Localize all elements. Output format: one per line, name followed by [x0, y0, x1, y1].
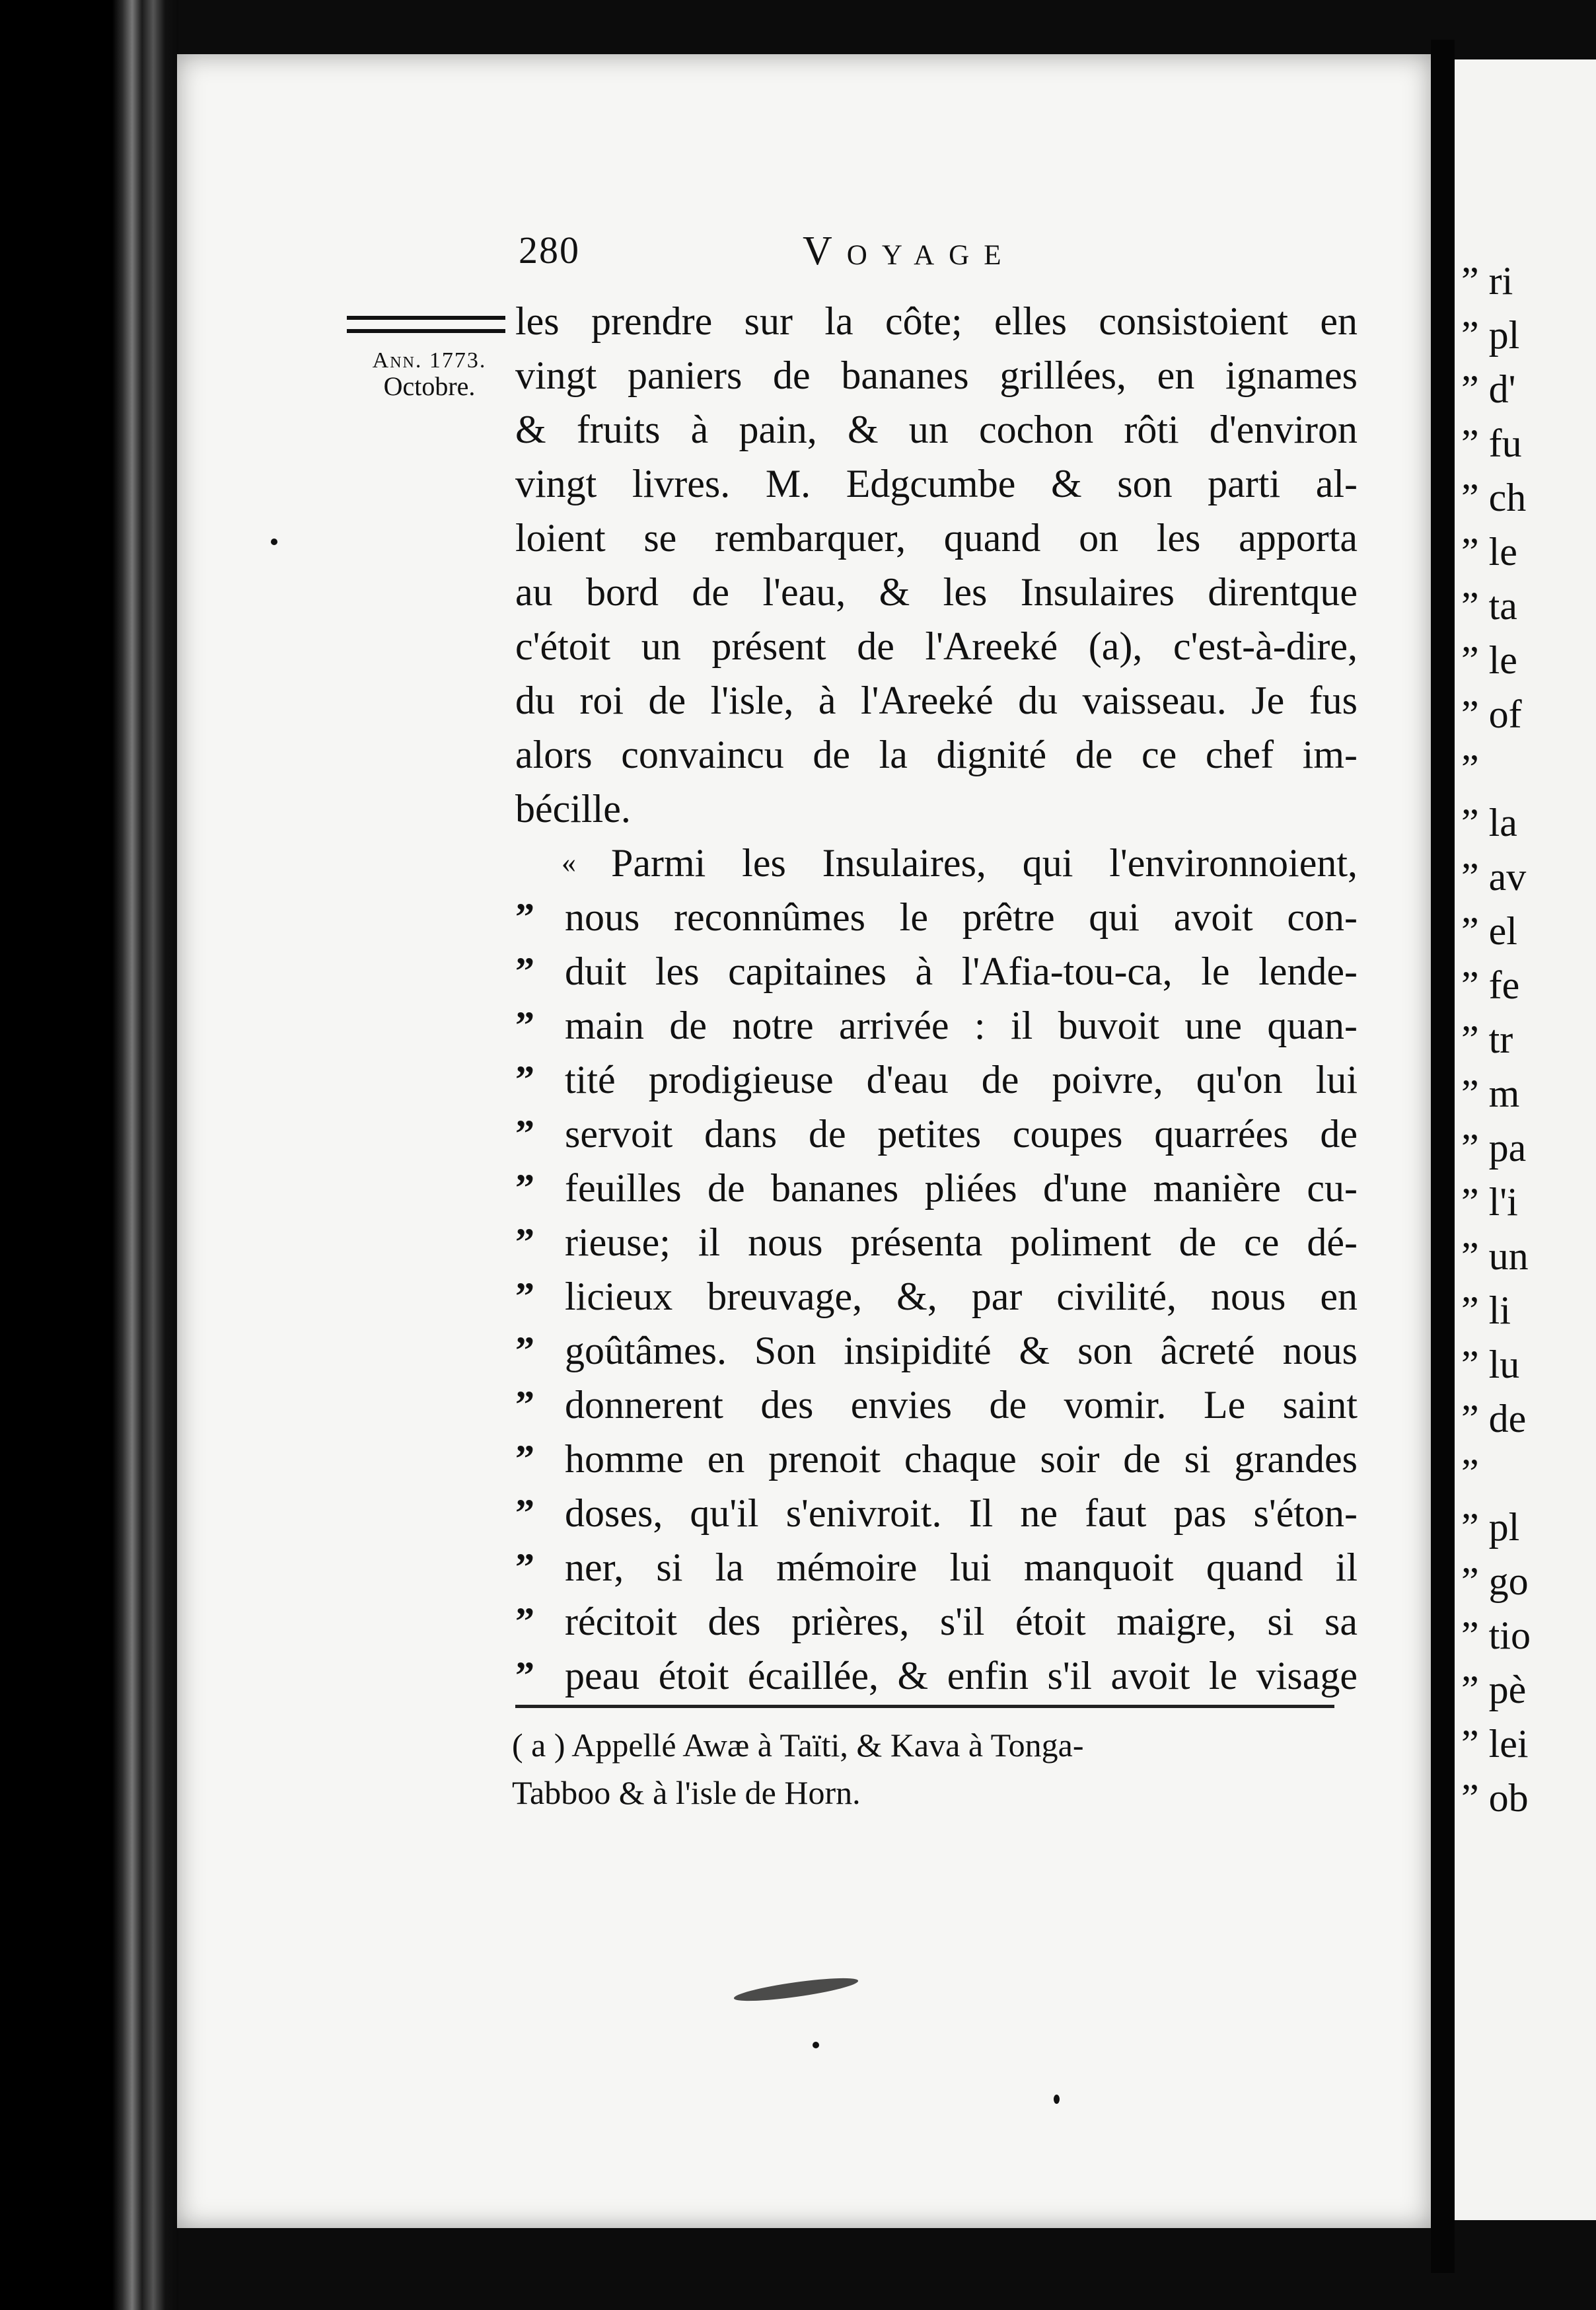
text-line: alors convaincu de la dignité de ce chef im- — [515, 733, 1358, 776]
ink-speck — [813, 2042, 819, 2048]
quote-line: ” doses, qu'il s'enivroit. Il ne faut pas s'éton- — [515, 1486, 1358, 1540]
text-line: vingt livres. M. Edgcumbe & son parti al- — [515, 462, 1358, 505]
facing-page-fragment: ” pl — [1461, 313, 1520, 357]
facing-page-fragment: ” lei — [1461, 1722, 1529, 1766]
quote-line: ” tité prodigieuse d'eau de poivre, qu'on lui — [515, 1053, 1358, 1107]
quote-line: ” peau étoit écaillée, & enfin s'il avoit le visage — [515, 1649, 1358, 1703]
quote-line: ” ner, si la mémoire lui manquoit quand il — [515, 1540, 1358, 1594]
footnote — [512, 1721, 1371, 1816]
quote-line: ” goûtâmes. Son insipidité & son âcreté nous — [515, 1323, 1358, 1378]
quote-line: ” servoit dans de petites coupes quarrées de — [515, 1107, 1358, 1161]
facing-page-fragment: ” ob — [1461, 1776, 1529, 1820]
facing-page-fragment: ” la — [1461, 801, 1517, 844]
ink-speck — [271, 539, 277, 545]
facing-page-fragment: ” — [1461, 1451, 1479, 1495]
text-line: vingt paniers de bananes grillées, en ignames — [515, 354, 1358, 397]
facing-page-fragment: ” tr — [1461, 1018, 1513, 1061]
facing-page-fragment: ” m — [1461, 1072, 1520, 1115]
facing-page-fragment: ” ri — [1461, 259, 1513, 303]
running-title: Voyage — [803, 229, 1016, 274]
facing-page-fragment: ” go — [1461, 1559, 1529, 1603]
book-binding — [0, 0, 178, 2310]
quote-line: ” duit les capitaines à l'Afia-tou-ca, le lende- — [515, 944, 1358, 998]
text-line: bécille. — [515, 787, 631, 831]
facing-page-fragment: ” fe — [1461, 963, 1520, 1007]
quote-line: ” donnerent des envies de vomir. Le saint — [515, 1378, 1358, 1432]
margin-month: Octobre. — [383, 371, 476, 401]
ink-speck — [1054, 2095, 1060, 2104]
facing-page-fragment: ” d' — [1461, 367, 1516, 411]
text-line: du roi de l'isle, à l'Areeké du vaisseau. Je fus — [515, 679, 1358, 722]
body-text — [515, 294, 1358, 1703]
facing-page-fragment: ” lu — [1461, 1343, 1520, 1386]
facing-page-fragment: ” ta — [1461, 584, 1517, 628]
footnote-line: ( a ) Appellé Awæ à Taïti, & Kava à Tonga- — [512, 1727, 1084, 1764]
text-line: c'étoit un présent de l'Areeké (a), c'est-à-dire, — [515, 624, 1358, 668]
quote-line: ” nous reconnûmes le prêtre qui avoit con- — [515, 890, 1358, 944]
facing-page-fragment: ” le — [1461, 530, 1517, 574]
quote-line: ” homme en prenoit chaque soir de si grandes — [515, 1432, 1358, 1486]
facing-page-fragment: ” l'i — [1461, 1180, 1518, 1224]
facing-page-fragment: ” — [1461, 747, 1479, 790]
facing-page-fragment: ” pa — [1461, 1126, 1527, 1170]
facing-page-fragment: ” un — [1461, 1234, 1529, 1278]
text-line: & fruits à pain, & un cochon rôti d'environ — [515, 408, 1358, 451]
facing-page-fragment: ” of — [1461, 692, 1522, 736]
page-gutter — [1431, 40, 1455, 2273]
facing-page-fragment: ” li — [1461, 1288, 1511, 1332]
text-line: loient se rembarquer, quand on les apporta — [515, 516, 1358, 560]
text-line: au bord de l'eau, & les Insulaires direntque — [515, 570, 1358, 614]
facing-page-fragment: ” el — [1461, 909, 1517, 953]
facing-page-fragment: ” tio — [1461, 1614, 1531, 1657]
facing-page-fragment: ” le — [1461, 638, 1517, 682]
quote-line: ” licieux breuvage, &, par civilité, nous en — [515, 1269, 1358, 1323]
text-line: les prendre sur la côte; elles consistoient en — [515, 299, 1358, 343]
footnote-line: Tabboo & à l'isle de Horn. — [512, 1774, 861, 1811]
facing-page-fragment: ” de — [1461, 1397, 1527, 1440]
facing-page-fragment: ” pl — [1461, 1505, 1520, 1549]
quote-line: ” récitoit des prières, s'il étoit maigre, si sa — [515, 1594, 1358, 1649]
page-number: 280 — [519, 229, 580, 272]
quote-line: ” feuilles de bananes pliées d'une manière cu- — [515, 1161, 1358, 1215]
facing-page-fragment: ” ch — [1461, 476, 1527, 519]
quote-line: ” main de notre arrivée : il buvoit une quan- — [515, 998, 1358, 1053]
facing-page-fragment: ” fu — [1461, 422, 1522, 465]
quote-first-line: « Parmi les Insulaires, qui l'environnoient, — [515, 836, 1358, 890]
facing-page-edge — [1455, 59, 1596, 2220]
facing-page-fragment: ” pè — [1461, 1668, 1527, 1711]
facing-page-fragment: ” av — [1461, 855, 1527, 899]
margin-rule — [347, 316, 505, 333]
margin-note — [347, 349, 512, 400]
margin-year: Ann. 1773. — [372, 348, 487, 373]
footnote-rule — [515, 1705, 1334, 1708]
quote-line: ” rieuse; il nous présenta poliment de ce dé- — [515, 1215, 1358, 1269]
